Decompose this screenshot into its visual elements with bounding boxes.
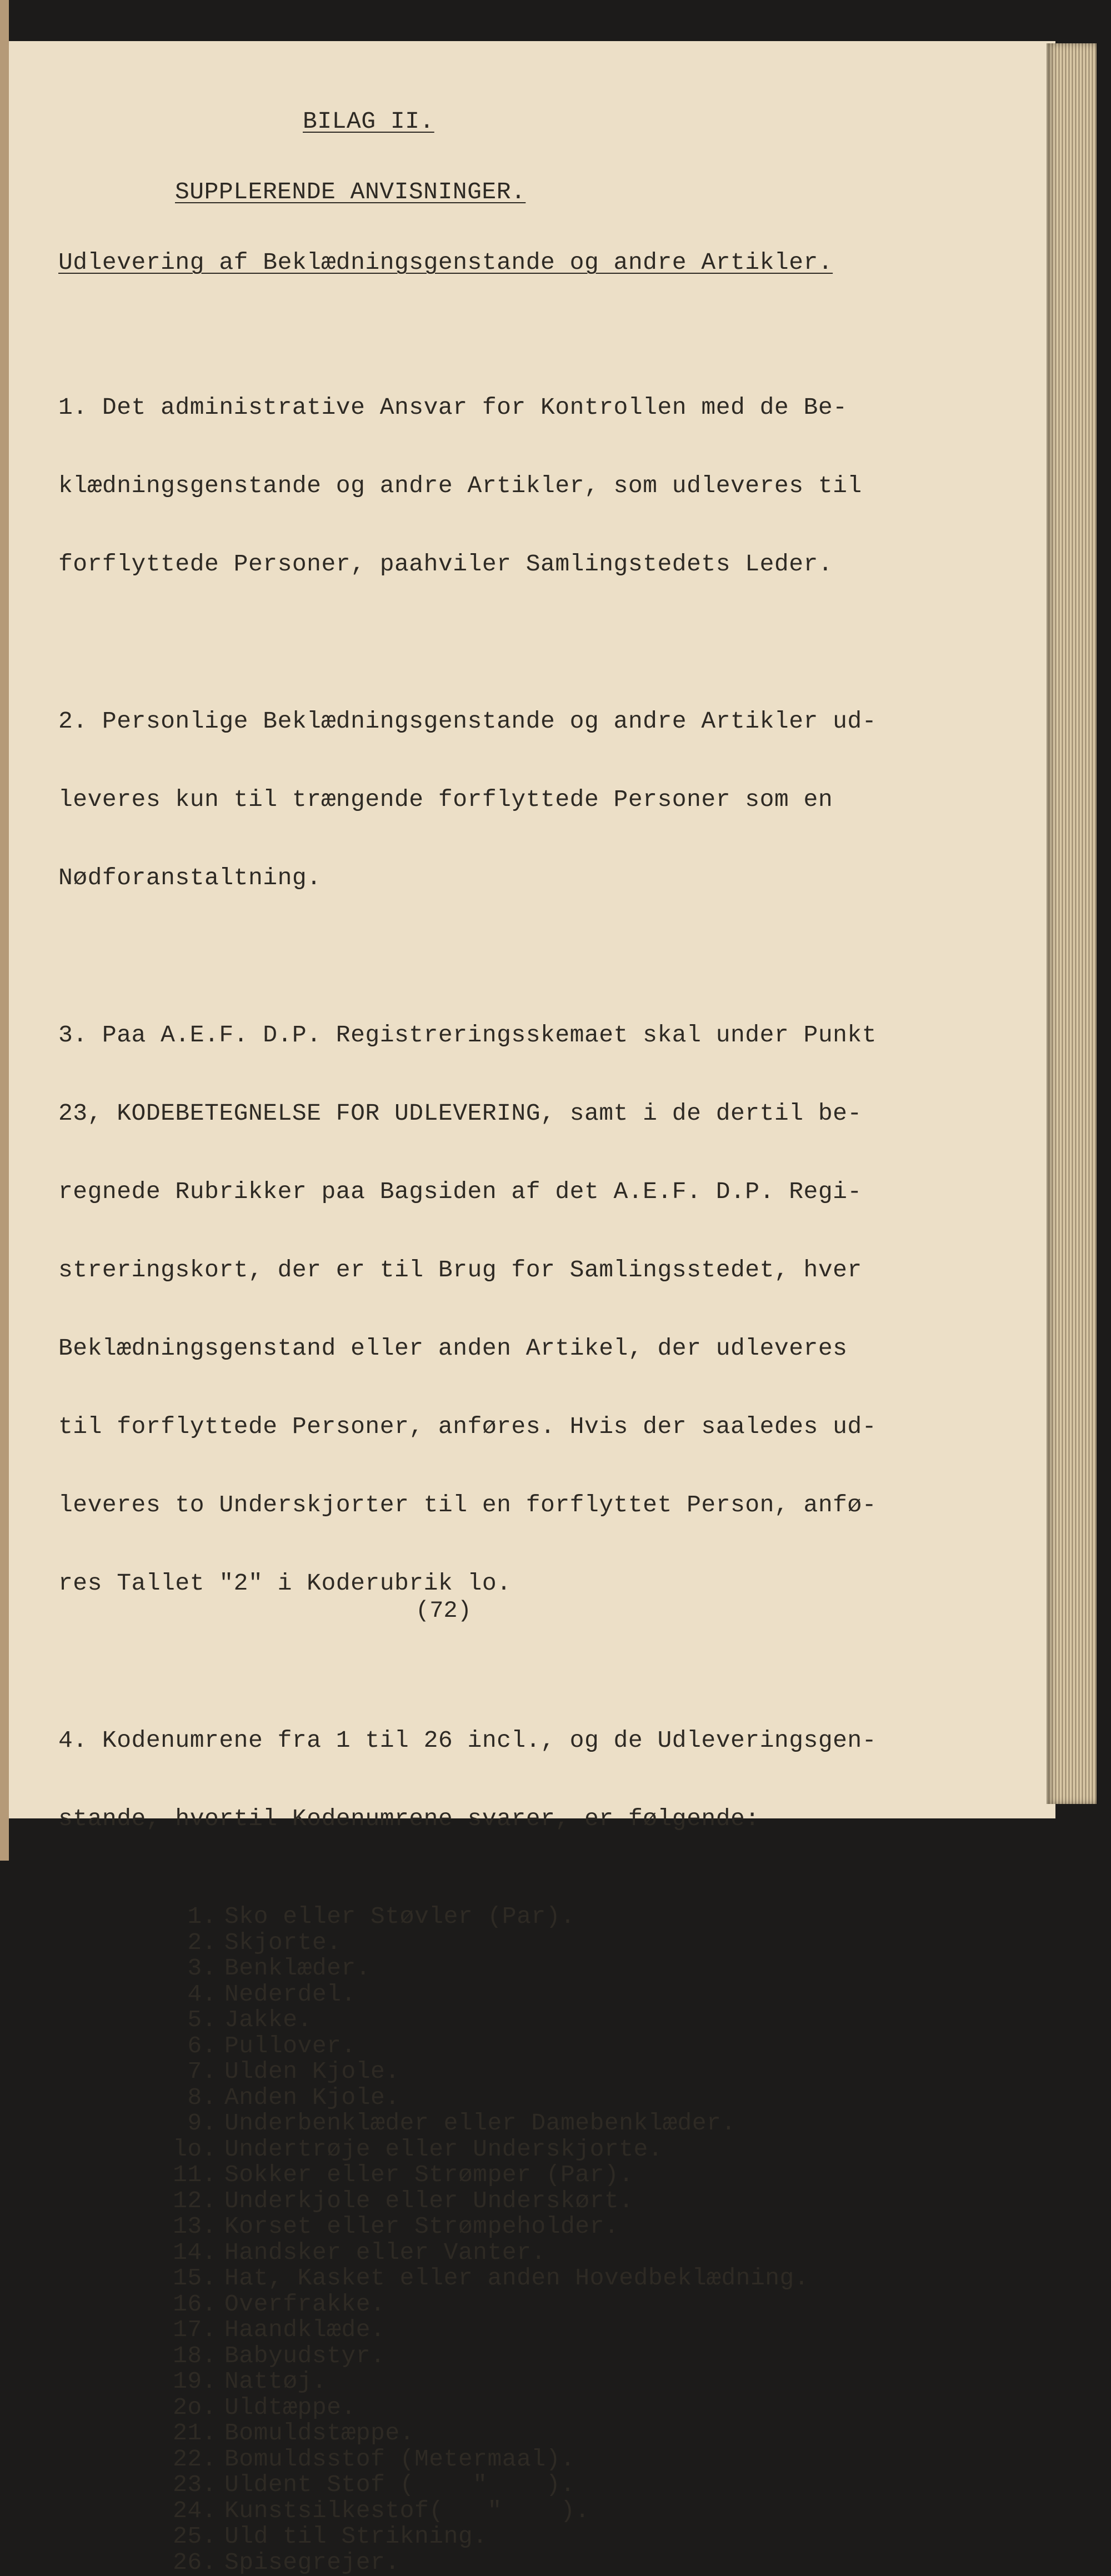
code-list-item	[156, 2058, 944, 2084]
code-number: 17.	[173, 2316, 217, 2343]
text-line: leveres kun til trængende forflyttede Personer som en	[58, 786, 833, 813]
code-number: 1.	[187, 1903, 217, 1930]
code-label: Underkjole eller Underskørt.	[224, 2187, 634, 2214]
code-list-item	[156, 2162, 944, 2188]
code-number: 13.	[173, 2213, 217, 2240]
code-number: 25.	[173, 2523, 217, 2550]
code-label: Handsker eller Vanter.	[224, 2238, 546, 2266]
code-number: 7.	[187, 2058, 217, 2085]
code-label: Skjorte.	[224, 1928, 342, 1956]
code-label: Undertrøje eller Underskjorte.	[224, 2135, 663, 2163]
code-list	[156, 1903, 944, 2575]
text-line: klædningsgenstande og andre Artikler, som udleveres til	[58, 472, 862, 499]
code-list-item	[156, 2265, 944, 2291]
code-number: 26.	[173, 2548, 217, 2576]
code-label: Haandklæde.	[224, 2316, 386, 2343]
text-line: 3. Paa A.E.F. D.P. Registreringsskemaet skal under Punkt	[58, 1021, 877, 1049]
paragraph-3	[58, 970, 944, 1648]
text-line: stande, hvortil Kodenumrene svarer, er følgende:	[58, 1805, 760, 1832]
code-number: 23.	[173, 2471, 217, 2498]
code-list-item	[156, 2136, 944, 2162]
code-list-item	[156, 1955, 944, 1981]
text-line: 2. Personlige Beklædningsgenstande og andre Artikler ud-	[58, 708, 877, 735]
code-number: 12.	[173, 2187, 217, 2214]
code-label: Jakke.	[224, 2006, 312, 2033]
page-content	[56, 108, 944, 2575]
code-number: 5.	[187, 2006, 217, 2033]
code-list-item	[156, 1930, 944, 1956]
code-list-item	[156, 2472, 944, 2498]
code-list-item	[156, 2420, 944, 2446]
code-list-item	[156, 2343, 944, 2369]
paragraph-1	[58, 342, 944, 629]
paragraph-2	[58, 656, 944, 943]
code-label: Nederdel.	[224, 1980, 356, 2008]
code-label: Uldtæppe.	[224, 2393, 356, 2421]
code-number: 4.	[187, 1980, 217, 2008]
code-number: 19.	[173, 2368, 217, 2395]
code-list-item	[156, 2394, 944, 2420]
code-list-item	[156, 2368, 944, 2394]
code-number: 9.	[187, 2109, 217, 2137]
text-line: forflyttede Personer, paahviler Samlingstedets Leder.	[58, 550, 833, 578]
code-list-item	[156, 2033, 944, 2059]
text-line: leveres to Underskjorter til en forflyttet Person, anfø-	[58, 1491, 877, 1518]
code-list-item	[156, 2188, 944, 2214]
code-list-item	[156, 1903, 944, 1930]
code-label: Uldent Stof ( " ).	[224, 2471, 575, 2498]
text-line: streringskort, der er til Brug for Samlingsstedet, hver	[58, 1256, 862, 1284]
text-line: 23, KODEBETEGNELSE FOR UDLEVERING, samt i de dertil be-	[58, 1100, 862, 1127]
text-line: til forflyttede Personer, anføres. Hvis der saaledes ud-	[58, 1413, 877, 1440]
code-label: Spisegrejer.	[224, 2548, 400, 2576]
code-list-item	[156, 2446, 944, 2472]
code-list-item	[156, 2498, 944, 2524]
code-label: Overfrakke.	[224, 2290, 386, 2318]
section-heading: Udlevering af Beklædningsgenstande og andre Artikler.	[58, 249, 833, 276]
code-number: 22.	[173, 2445, 217, 2473]
code-label: Kunstsilkestof( " ).	[224, 2497, 590, 2524]
code-number: 16.	[173, 2290, 217, 2318]
code-label: Bomuldsstof (Metermaal).	[224, 2445, 575, 2473]
page-number: (72)	[416, 1597, 472, 1624]
code-label: Nattøj.	[224, 2368, 327, 2395]
code-label: Pullover.	[224, 2032, 356, 2059]
page-stack-edge	[1047, 43, 1097, 1804]
text-line: Nødforanstaltning.	[58, 864, 322, 891]
code-label: Babyudstyr.	[224, 2342, 386, 2369]
text-line: 1. Det administrative Ansvar for Kontrollen med de Be-	[58, 394, 848, 421]
code-label: Korset eller Strømpeholder.	[224, 2213, 619, 2240]
code-list-item	[156, 2523, 944, 2549]
text-line: res Tallet "2" i Koderubrik lo.	[58, 1570, 512, 1597]
code-number: 14.	[173, 2238, 217, 2266]
code-list-item	[156, 1981, 944, 2007]
code-list-item	[156, 2007, 944, 2033]
code-number: 18.	[173, 2342, 217, 2369]
paragraph-4	[58, 1675, 944, 1884]
code-number: 21.	[173, 2419, 217, 2447]
code-number: lo.	[173, 2135, 217, 2163]
code-label: Uld til Strikning.	[224, 2523, 488, 2550]
code-number: 11.	[173, 2161, 217, 2188]
code-label: Sokker eller Strømper (Par).	[224, 2161, 634, 2188]
page-title: BILAG II.	[303, 108, 434, 135]
code-list-item	[156, 2239, 944, 2266]
code-list-item	[156, 2291, 944, 2317]
text-line: regnede Rubrikker paa Bagsiden af det A.E.F. D.P. Regi-	[58, 1178, 862, 1205]
text-line: Beklædningsgenstand eller anden Artikel, der udleveres	[58, 1335, 848, 1362]
code-number: 8.	[187, 2083, 217, 2111]
code-label: Bomuldstæppe.	[224, 2419, 414, 2447]
code-number: 2o.	[173, 2393, 217, 2421]
code-list-item	[156, 2213, 944, 2239]
text-line: 4. Kodenumrene fra 1 til 26 incl., og de Udleveringsgen-	[58, 1727, 877, 1754]
code-list-item	[156, 2549, 944, 2575]
code-label: Anden Kjole.	[224, 2083, 400, 2111]
code-list-item	[156, 2110, 944, 2136]
code-list-item	[156, 2084, 944, 2111]
code-number: 2.	[187, 1928, 217, 1956]
code-list-item	[156, 2317, 944, 2343]
code-number: 3.	[187, 1954, 217, 1982]
code-number: 15.	[173, 2264, 217, 2292]
code-label: Hat, Kasket eller anden Hovedbeklædning.	[224, 2264, 809, 2292]
code-label: Benklæder.	[224, 1954, 371, 1982]
code-label: Underbenklæder eller Damebenklæder.	[224, 2109, 736, 2137]
code-label: Sko eller Støvler (Par).	[224, 1903, 575, 1930]
left-page-edge	[0, 0, 9, 1861]
code-number: 6.	[187, 2032, 217, 2059]
page-subtitle: SUPPLERENDE ANVISNINGER.	[175, 178, 526, 206]
code-number: 24.	[173, 2497, 217, 2524]
code-label: Ulden Kjole.	[224, 2058, 400, 2085]
